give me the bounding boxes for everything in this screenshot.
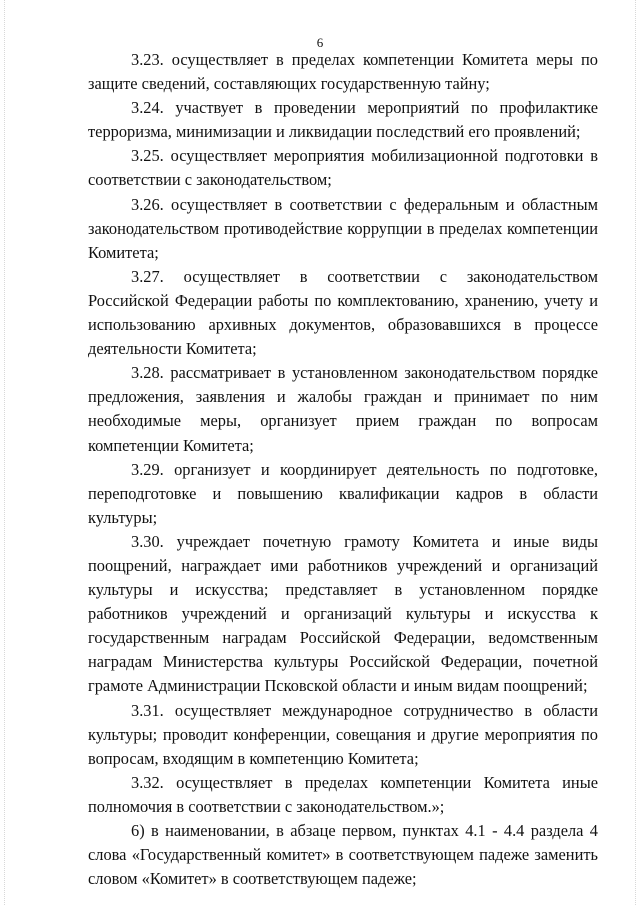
paragraph-3-24: 3.24. участвует в проведении мероприятий по профилактике терроризма, минимизации и ликвидации последствий его проявлений; xyxy=(88,98,598,142)
paragraph-3-23: 3.23. осуществляет в пределах компетенции Комитета меры по защите сведений, составляющих государственную тайну; xyxy=(88,50,598,94)
paragraph-3-28: 3.28. рассматривает в установленном законодательством порядке предложения, заявления и жалобы граждан и принимает по ним необходимые меры, организует прием граждан по вопросам компетенции Комитета; xyxy=(88,363,598,455)
paragraph-3-26: 3.26. осуществляет в соответствии с федеральным и областным законодательством противодействие коррупции в пределах компетенции Комитета; xyxy=(88,194,598,262)
paragraph-item-6: 6) в наименовании, в абзаце первом, пунктах 4.1 - 4.4 раздела 4 слова «Государственный комитет» в соответствующем падеже заменить словом «Комитет» в соответствующем падеже; xyxy=(88,821,598,889)
page-number: 6 xyxy=(316,35,324,50)
paragraph-3-27: 3.27. осуществляет в соответствии с законодательством Российской Федерации работы по комплектованию, хранению, учету и использованию архивных документов, образовавшихся в процессе деятельности Комитета; xyxy=(88,266,598,359)
paragraph-3-25: 3.25. осуществляет мероприятия мобилизационной подготовки в соответствии с законодательством; xyxy=(88,146,598,190)
scan-edge-right xyxy=(635,0,637,905)
scan-edge-left xyxy=(4,0,6,905)
paragraph-3-30: 3.30. учреждает почетную грамоту Комитета и иные виды поощрений, награждает ими работников учреждений и организаций культуры и искусства; представляет в установленном порядке работников учреждений и организаций культуры и искусства к государственным наградам Российской Федерации, ведомственным наградам Министерства культуры Российской Федерации, почетной грамоте Администрации Псковской области и иным видам поощрений; xyxy=(88,531,598,696)
paragraph-3-32: 3.32. осуществляет в пределах компетенции Комитета иные полномочия в соответствии с законодательством.»; xyxy=(88,772,598,816)
paragraph-3-31: 3.31. осуществляет международное сотрудничество в области культуры; проводит конференции, совещания и другие мероприятия по вопросам, входящим в компетенцию Комитета; xyxy=(88,700,598,768)
paragraph-3-29: 3.29. организует и координирует деятельность по подготовке, переподготовке и повышению квалификации кадров в области культуры; xyxy=(88,459,598,527)
document-body xyxy=(88,48,598,891)
